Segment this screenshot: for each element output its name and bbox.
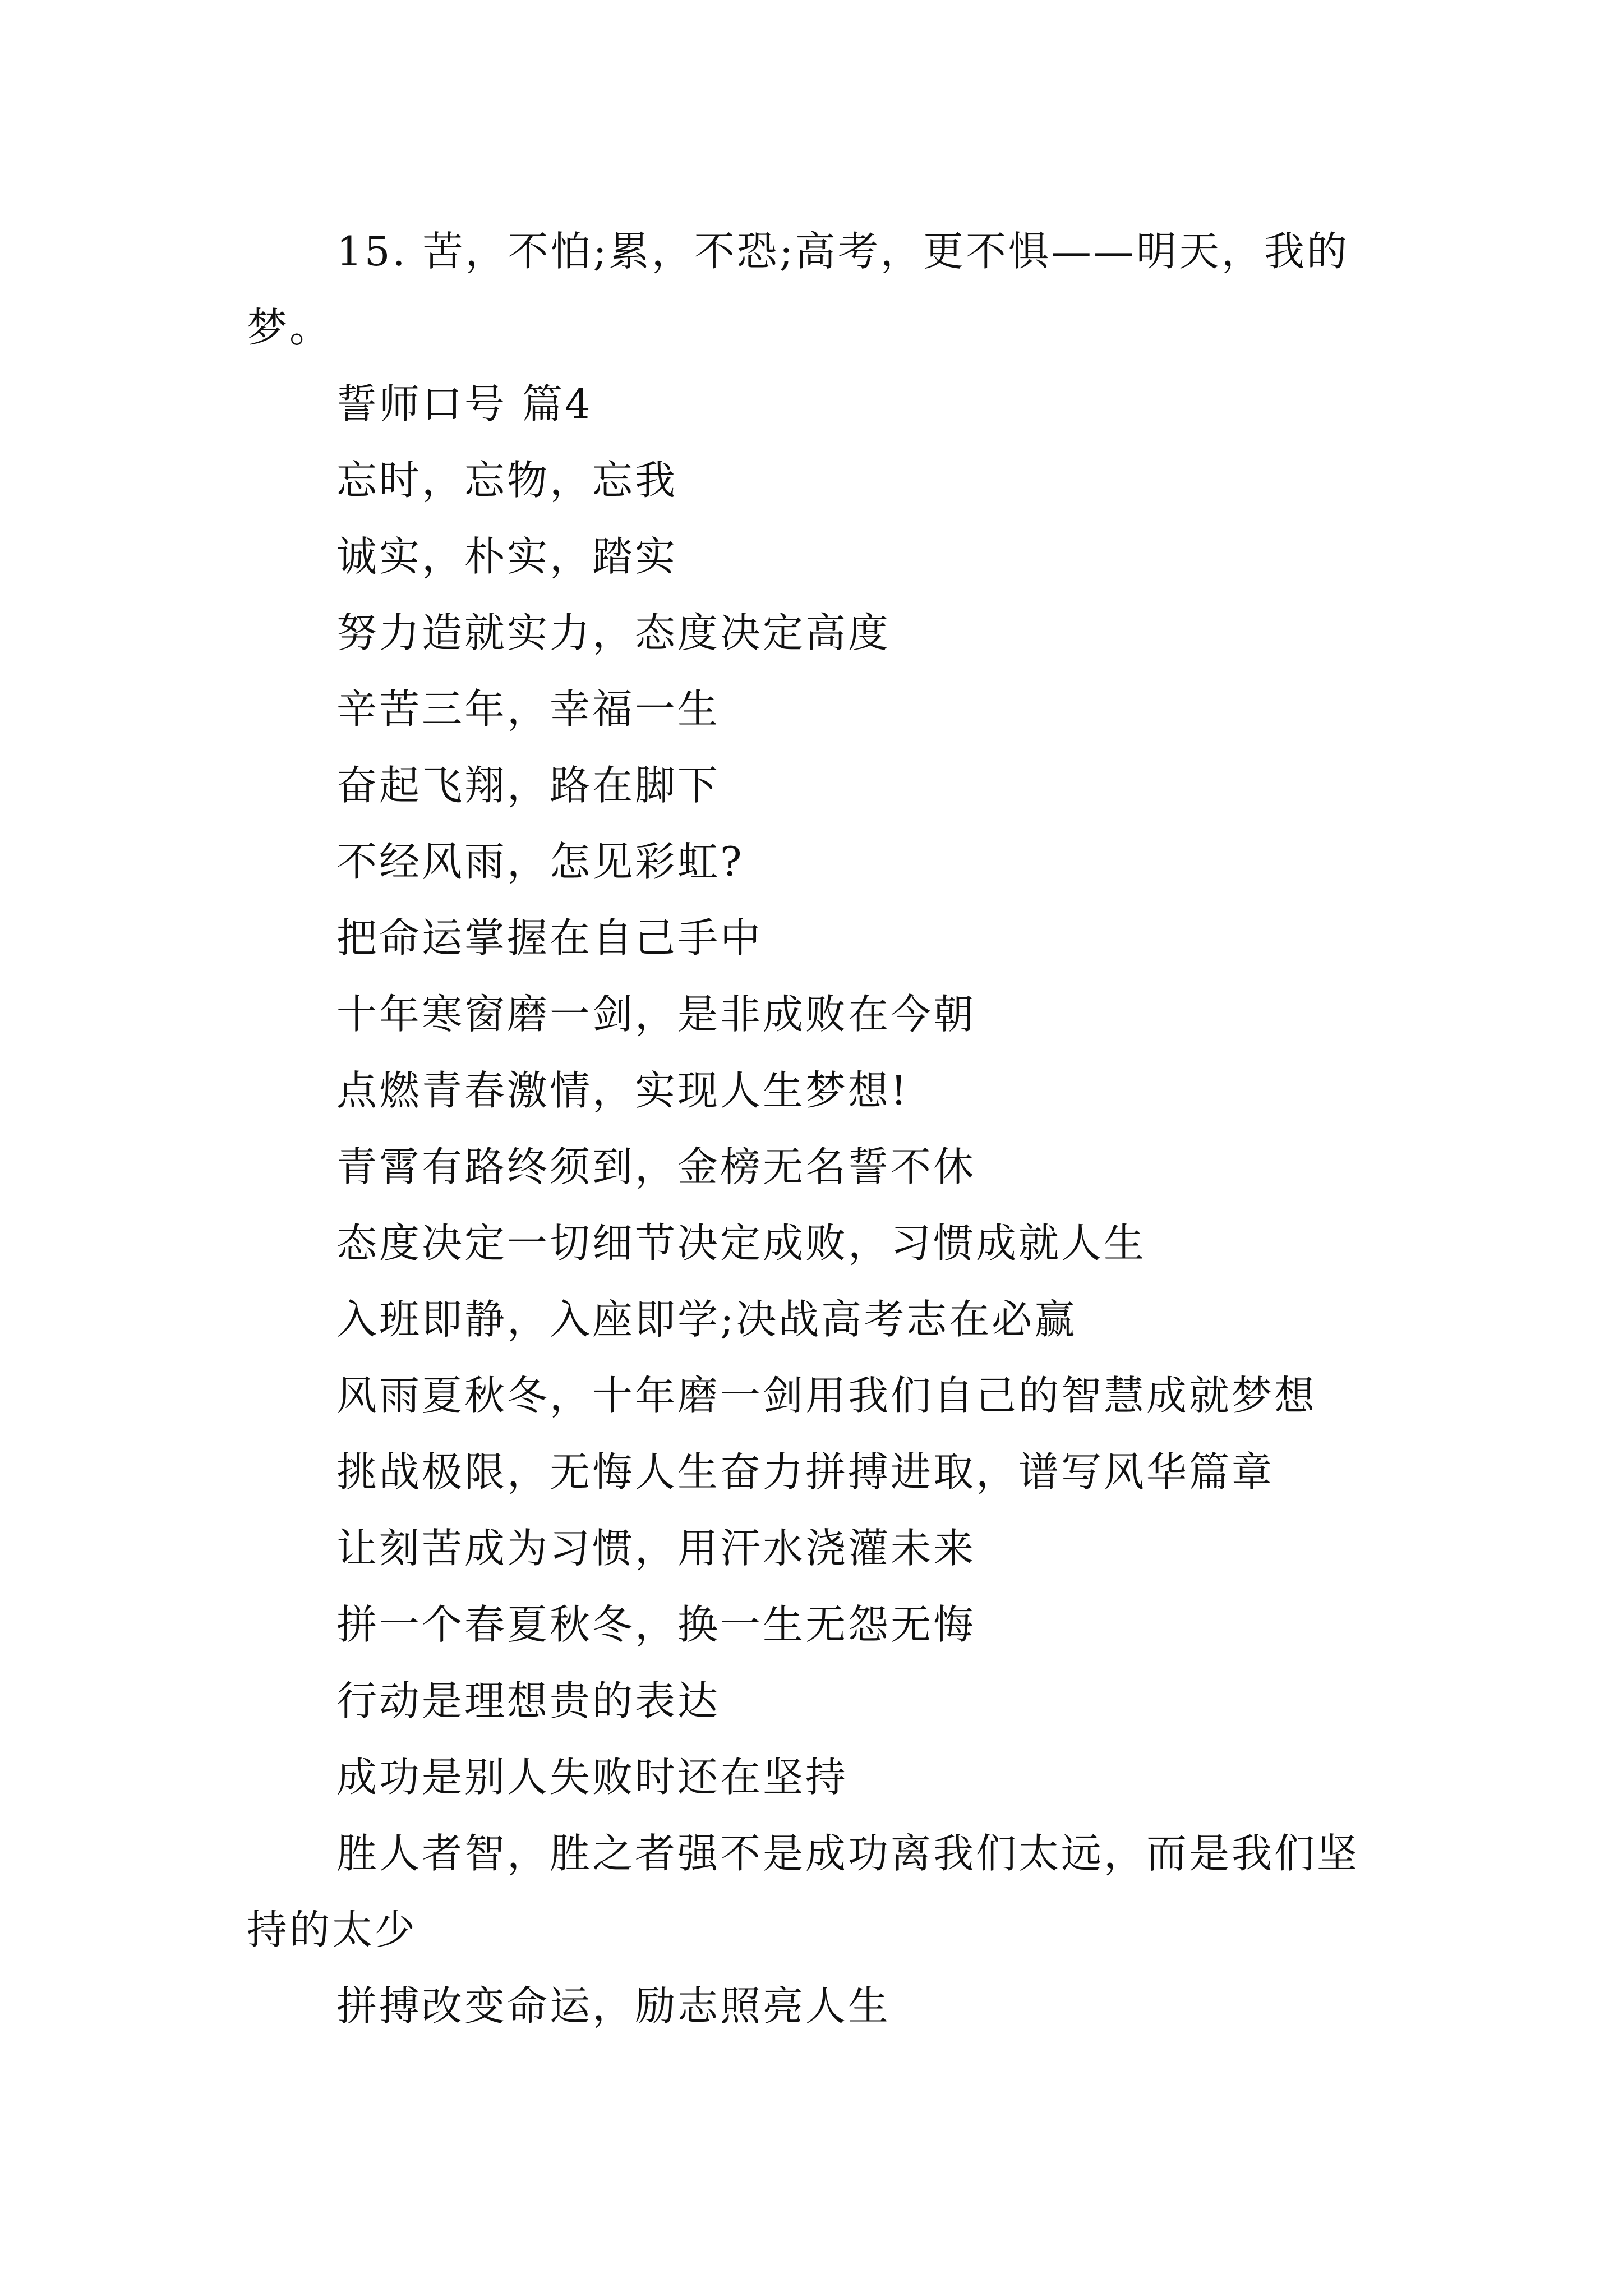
paragraph-14: [247, 1281, 1391, 1358]
text-line: 努力造就实力，态度决定高度: [336, 609, 891, 656]
paragraph-1: [247, 213, 1391, 366]
paragraph-21: [247, 1815, 1391, 1968]
text-line: 不经风雨，怎见彩虹?: [336, 838, 744, 885]
paragraph-22: [247, 1968, 1391, 2044]
paragraph-5: [247, 595, 1391, 671]
text-line: 十年寒窗磨一剑，是非成败在今朝: [336, 991, 976, 1038]
paragraph-13: [247, 1205, 1391, 1281]
text-line: 拼一个春夏秋冬，换一生无怨无悔: [336, 1601, 976, 1648]
text-line: 拼搏改变命运，励志照亮人生: [336, 1982, 891, 2030]
paragraph-3: [247, 442, 1391, 518]
text-line: 入班即静，入座即学;决战高考志在必赢: [336, 1296, 1077, 1343]
text-line: 风雨夏秋冬，十年磨一剑用我们自己的智慧成就梦想: [336, 1372, 1317, 1419]
paragraph-12: [247, 1129, 1391, 1205]
paragraph-4: [247, 518, 1391, 595]
text-line: 成功是别人失败时还在坚持: [336, 1754, 849, 1801]
paragraph-7: [247, 747, 1391, 823]
section-heading: [247, 366, 1391, 442]
text-line: 奋起飞翔，路在脚下: [336, 762, 721, 809]
paragraph-16: [247, 1434, 1391, 1510]
text-line: 挑战极限，无悔人生奋力拼搏进取，谱写风华篇章: [336, 1448, 1275, 1496]
text-line: 辛苦三年，幸福一生: [336, 685, 721, 733]
paragraph-10: [247, 976, 1391, 1052]
text-line: 让刻苦成为习惯，用汗水浇灌未来: [336, 1525, 976, 1572]
text-line: 把命运掌握在自己手中: [336, 914, 763, 961]
paragraph-11: [247, 1052, 1391, 1129]
text-line: 誓师口号 篇4: [336, 380, 593, 427]
paragraph-6: [247, 671, 1391, 747]
text-line: 青霄有路终须到，金榜无名誓不休: [336, 1143, 976, 1190]
text-line: 行动是理想贵的表达: [336, 1677, 721, 1724]
document-body: [247, 213, 1391, 2044]
paragraph-9: [247, 900, 1391, 976]
text-line: 点燃青春激情，实现人生梦想!: [336, 1067, 909, 1114]
paragraph-8: [247, 823, 1391, 900]
paragraph-15: [247, 1358, 1391, 1434]
paragraph-19: [247, 1663, 1391, 1739]
paragraph-20: [247, 1739, 1391, 1815]
paragraph-18: [247, 1586, 1391, 1663]
text-line: 15. 苦，不怕;累，不恐;高考，更不惧——明天，我的梦。: [247, 228, 1349, 351]
text-line: 胜人者智，胜之者强不是成功离我们太远，而是我们坚持的太少: [247, 1830, 1360, 1953]
text-line: 态度决定一切细节决定成败，习惯成就人生: [336, 1220, 1147, 1267]
text-line: 诚实，朴实，踏实: [336, 533, 678, 580]
paragraph-17: [247, 1510, 1391, 1586]
text-line: 忘时，忘物，忘我: [336, 457, 678, 504]
